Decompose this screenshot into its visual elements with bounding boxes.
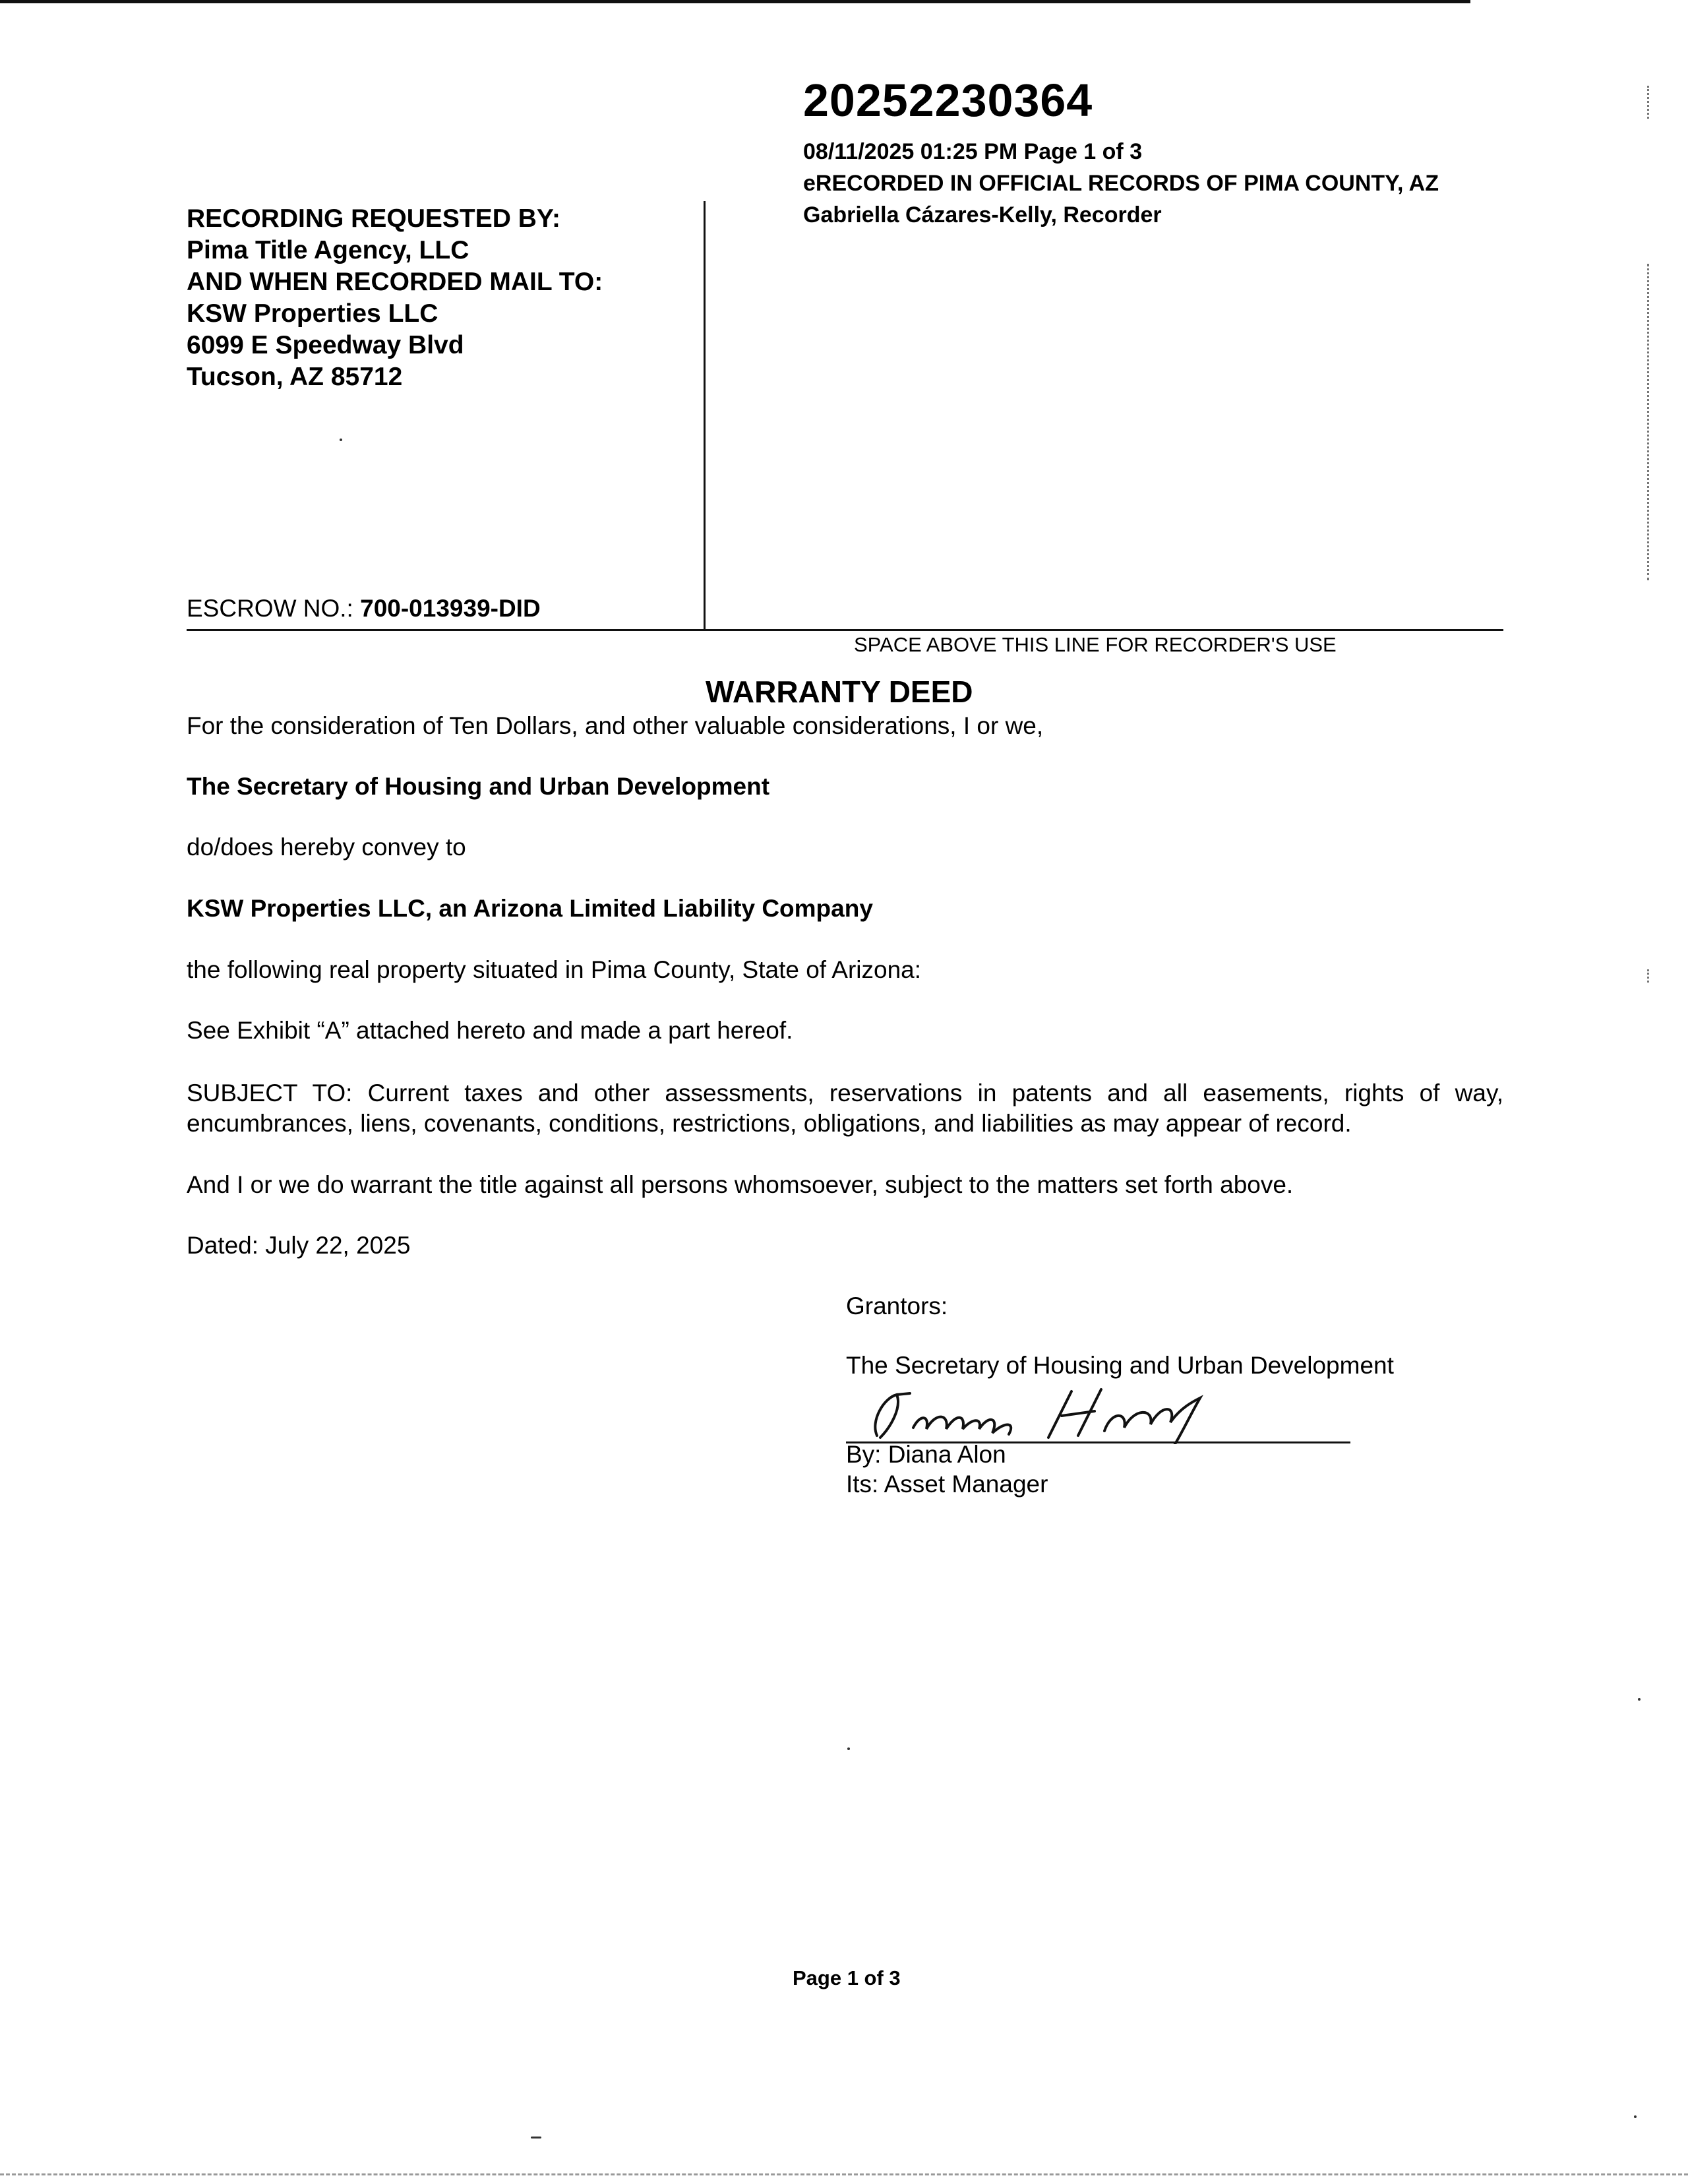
subject-to-line-1: SUBJECT TO: Current taxes and other assessments, reservations in patents and all easements, rights of way,	[187, 1079, 1503, 1107]
grantor-name: The Secretary of Housing and Urban Development	[187, 773, 770, 800]
consideration-paragraph: For the consideration of Ten Dollars, and other valuable considerations, I or we,	[187, 712, 1044, 739]
scan-margin-dots	[1647, 86, 1651, 119]
signer-title-line: Its: Asset Manager	[846, 1471, 1048, 1498]
grantors-label: Grantors:	[846, 1292, 948, 1320]
warranty-clause: And I or we do warrant the title against all persons whomsoever, subject to the matters set forth above.	[187, 1171, 1294, 1198]
scan-top-edge-line	[0, 0, 1470, 3]
scan-speck	[847, 1747, 850, 1750]
escrow-value: 700-013939-DID	[360, 595, 541, 622]
escrow-label: ESCROW NO.:	[187, 595, 353, 622]
recording-document-number: 20252230364	[803, 75, 1093, 126]
deed-title: WARRANTY DEED	[706, 675, 973, 709]
scan-speck	[1638, 1698, 1641, 1701]
scan-speck	[531, 2137, 541, 2138]
page-footer: Page 1 of 3	[793, 1966, 901, 1989]
recorder-box-vertical-rule	[704, 201, 706, 630]
scan-speck	[340, 439, 342, 441]
recorded-in-official-records: eRECORDED IN OFFICIAL RECORDS OF PIMA COUNTY, AZ	[803, 171, 1439, 196]
handwritten-signature	[851, 1381, 1220, 1444]
mail-to-name: KSW Properties LLC	[187, 299, 438, 328]
convey-clause: do/does hereby convey to	[187, 834, 466, 861]
recorder-name: Gabriella Cázares-Kelly, Recorder	[803, 202, 1162, 228]
scan-speck	[1634, 2115, 1637, 2118]
exhibit-reference: See Exhibit “A” attached hereto and made a part hereof.	[187, 1017, 793, 1044]
recorder-use-note: SPACE ABOVE THIS LINE FOR RECORDER'S USE	[854, 633, 1337, 656]
mail-to-label: AND WHEN RECORDED MAIL TO:	[187, 268, 603, 296]
requested-by-name: Pima Title Agency, LLC	[187, 236, 469, 264]
scan-bottom-edge-line	[0, 2173, 1688, 2175]
mail-to-street: 6099 E Speedway Blvd	[187, 331, 464, 359]
mail-to-city: Tucson, AZ 85712	[187, 363, 403, 391]
grantors-entity: The Secretary of Housing and Urban Development	[846, 1352, 1394, 1379]
subject-to-paragraph	[187, 1078, 1503, 1139]
recording-address-block	[187, 203, 603, 393]
dated-line: Dated: July 22, 2025	[187, 1232, 411, 1259]
recorder-use-divider	[187, 629, 1503, 631]
property-clause: the following real property situated in Pima County, State of Arizona:	[187, 956, 922, 983]
requested-by-label: RECORDING REQUESTED BY:	[187, 204, 560, 233]
scan-margin-dots	[1647, 969, 1651, 983]
subject-to-line-2: encumbrances, liens, covenants, conditions, restrictions, obligations, and liabilities as may appear of record.	[187, 1110, 1352, 1137]
scan-margin-dots	[1647, 264, 1651, 580]
escrow-number	[187, 595, 541, 622]
recording-datetime-page: 08/11/2025 01:25 PM Page 1 of 3	[803, 139, 1143, 164]
signer-by-line: By: Diana Alon	[846, 1441, 1006, 1468]
grantee-name: KSW Properties LLC, an Arizona Limited Liability Company	[187, 895, 873, 922]
